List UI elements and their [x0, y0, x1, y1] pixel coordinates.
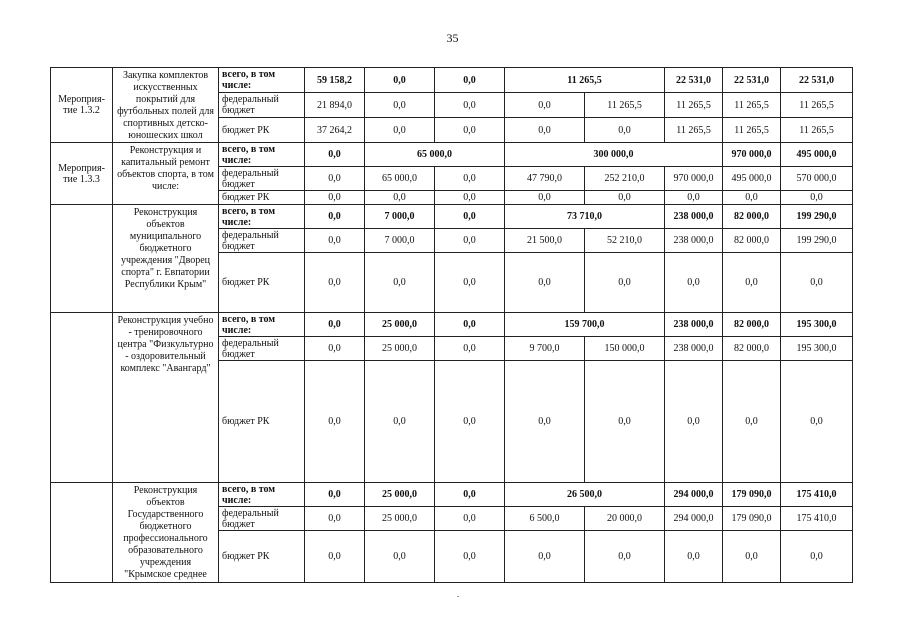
value-cell: 195 300,0 [781, 313, 853, 337]
value-cell: 11 265,5 [665, 93, 723, 118]
value-cell: 0,0 [435, 68, 505, 93]
value-cell: 0,0 [585, 118, 665, 143]
value-cell: 73 710,0 [505, 205, 665, 229]
value-cell: 0,0 [585, 361, 665, 483]
value-cell: 0,0 [665, 191, 723, 205]
value-cell: 0,0 [505, 191, 585, 205]
table-row [51, 143, 853, 167]
value-cell: 195 300,0 [781, 337, 853, 361]
value-cell: 0,0 [435, 205, 505, 229]
value-cell: 11 265,5 [781, 93, 853, 118]
value-cell: 0,0 [665, 253, 723, 313]
value-cell: 0,0 [435, 507, 505, 531]
value-cell: 22 531,0 [781, 68, 853, 93]
source-label: бюджет РК [219, 531, 305, 583]
value-cell: 0,0 [305, 483, 365, 507]
source-label: бюджет РК [219, 118, 305, 143]
value-cell: 0,0 [435, 167, 505, 191]
table-row [51, 483, 853, 507]
value-cell: 0,0 [585, 191, 665, 205]
activity-cell [51, 205, 113, 313]
activity-name: Реконструкция и капитальный ремонт объектов спорта, в том числе: [113, 143, 219, 205]
value-cell: 238 000,0 [665, 205, 723, 229]
table-row [51, 313, 853, 337]
value-cell: 25 000,0 [365, 483, 435, 507]
value-cell: 0,0 [365, 531, 435, 583]
value-cell: 175 410,0 [781, 483, 853, 507]
value-cell: 26 500,0 [505, 483, 665, 507]
source-label: всего, в том числе: [219, 68, 305, 93]
value-cell: 0,0 [723, 531, 781, 583]
activity-name: Реконструкция объектов Государственного бюджетного профессионального образовательного учреждения "Крымское среднее [113, 483, 219, 583]
value-cell: 0,0 [723, 253, 781, 313]
value-cell: 495 000,0 [723, 167, 781, 191]
value-cell: 175 410,0 [781, 507, 853, 531]
value-cell: 0,0 [305, 313, 365, 337]
value-cell: 238 000,0 [665, 337, 723, 361]
value-cell: 0,0 [305, 143, 365, 167]
value-cell: 199 290,0 [781, 205, 853, 229]
value-cell: 0,0 [305, 337, 365, 361]
value-cell: 0,0 [723, 191, 781, 205]
source-label: федеральный бюджет [219, 93, 305, 118]
value-cell: 0,0 [435, 191, 505, 205]
value-cell: 82 000,0 [723, 205, 781, 229]
value-cell: 47 790,0 [505, 167, 585, 191]
source-label: федеральный бюджет [219, 507, 305, 531]
budget-table [50, 67, 853, 583]
value-cell: 11 265,5 [723, 118, 781, 143]
source-label: всего, в том числе: [219, 483, 305, 507]
value-cell: 0,0 [435, 253, 505, 313]
value-cell: 0,0 [505, 253, 585, 313]
source-label: всего, в том числе: [219, 205, 305, 229]
value-cell: 0,0 [435, 483, 505, 507]
activity-cell [51, 313, 113, 483]
value-cell: 294 000,0 [665, 483, 723, 507]
value-cell: 0,0 [435, 531, 505, 583]
value-cell: 0,0 [665, 361, 723, 483]
value-cell: 65 000,0 [365, 143, 505, 167]
value-cell: 0,0 [365, 191, 435, 205]
value-cell: 82 000,0 [723, 337, 781, 361]
value-cell: 0,0 [365, 93, 435, 118]
value-cell: 65 000,0 [365, 167, 435, 191]
source-label: всего, в том числе: [219, 143, 305, 167]
value-cell: 300 000,0 [505, 143, 723, 167]
value-cell: 0,0 [365, 68, 435, 93]
value-cell: 0,0 [781, 253, 853, 313]
value-cell: 0,0 [435, 337, 505, 361]
value-cell: 495 000,0 [781, 143, 853, 167]
value-cell: 0,0 [505, 93, 585, 118]
activity-cell: Мероприя-тие 1.3.2 [51, 68, 113, 143]
source-label: бюджет РК [219, 361, 305, 483]
value-cell: 0,0 [305, 205, 365, 229]
value-cell: 21 500,0 [505, 229, 585, 253]
value-cell: 0,0 [365, 361, 435, 483]
value-cell: 0,0 [505, 118, 585, 143]
value-cell: 0,0 [305, 229, 365, 253]
value-cell: 6 500,0 [505, 507, 585, 531]
source-label: бюджет РК [219, 191, 305, 205]
value-cell: 570 000,0 [781, 167, 853, 191]
value-cell: 0,0 [305, 531, 365, 583]
value-cell: 0,0 [365, 253, 435, 313]
activity-name: Закупка комплектов искусственных покрытий для футбольных полей для спортивных детско-юношеских школ [113, 68, 219, 143]
value-cell: 238 000,0 [665, 313, 723, 337]
value-cell: 179 090,0 [723, 507, 781, 531]
value-cell: 0,0 [435, 313, 505, 337]
value-cell: 21 894,0 [305, 93, 365, 118]
value-cell: 11 265,5 [781, 118, 853, 143]
value-cell: 82 000,0 [723, 229, 781, 253]
value-cell: 150 000,0 [585, 337, 665, 361]
value-cell: 22 531,0 [723, 68, 781, 93]
value-cell: 0,0 [435, 118, 505, 143]
source-label: бюджет РК [219, 253, 305, 313]
value-cell: 0,0 [305, 361, 365, 483]
value-cell: 11 265,5 [723, 93, 781, 118]
value-cell: 0,0 [665, 531, 723, 583]
value-cell: 0,0 [505, 361, 585, 483]
value-cell: 20 000,0 [585, 507, 665, 531]
value-cell: 7 000,0 [365, 229, 435, 253]
value-cell: 0,0 [435, 229, 505, 253]
value-cell: 25 000,0 [365, 507, 435, 531]
value-cell: 7 000,0 [365, 205, 435, 229]
value-cell: 37 264,2 [305, 118, 365, 143]
activity-name: Реконструкция учебно - тренировочного центра "Физкультурно - оздоровительный комплекс "Авангард" [113, 313, 219, 483]
value-cell: 11 265,5 [585, 93, 665, 118]
value-cell: 0,0 [585, 531, 665, 583]
value-cell: 0,0 [723, 361, 781, 483]
scan-speck [457, 596, 459, 597]
value-cell: 9 700,0 [505, 337, 585, 361]
value-cell: 0,0 [435, 93, 505, 118]
activity-cell: Мероприя-тие 1.3.3 [51, 143, 113, 205]
value-cell: 970 000,0 [665, 167, 723, 191]
value-cell: 0,0 [781, 361, 853, 483]
value-cell: 25 000,0 [365, 337, 435, 361]
value-cell: 11 265,5 [505, 68, 665, 93]
value-cell: 252 210,0 [585, 167, 665, 191]
value-cell: 0,0 [781, 191, 853, 205]
value-cell: 0,0 [781, 531, 853, 583]
value-cell: 52 210,0 [585, 229, 665, 253]
value-cell: 0,0 [305, 253, 365, 313]
value-cell: 82 000,0 [723, 313, 781, 337]
value-cell: 179 090,0 [723, 483, 781, 507]
source-label: всего, в том числе: [219, 313, 305, 337]
value-cell: 0,0 [505, 531, 585, 583]
value-cell: 199 290,0 [781, 229, 853, 253]
value-cell: 294 000,0 [665, 507, 723, 531]
activity-name: Реконструкция объектов муниципального бюджетного учреждения "Дворец спорта" г. Евпатории Республики Крым" [113, 205, 219, 313]
value-cell: 238 000,0 [665, 229, 723, 253]
value-cell: 0,0 [305, 167, 365, 191]
value-cell: 159 700,0 [505, 313, 665, 337]
value-cell: 25 000,0 [365, 313, 435, 337]
table-row [51, 205, 853, 229]
value-cell: 970 000,0 [723, 143, 781, 167]
activity-cell [51, 483, 113, 583]
value-cell: 11 265,5 [665, 118, 723, 143]
value-cell: 22 531,0 [665, 68, 723, 93]
source-label: федеральный бюджет [219, 167, 305, 191]
table-row [51, 68, 853, 93]
source-label: федеральный бюджет [219, 337, 305, 361]
value-cell: 0,0 [585, 253, 665, 313]
value-cell: 0,0 [305, 191, 365, 205]
value-cell: 0,0 [435, 361, 505, 483]
value-cell: 0,0 [365, 118, 435, 143]
page-number: 35 [446, 31, 459, 45]
value-cell: 0,0 [305, 507, 365, 531]
source-label: федеральный бюджет [219, 229, 305, 253]
value-cell: 59 158,2 [305, 68, 365, 93]
